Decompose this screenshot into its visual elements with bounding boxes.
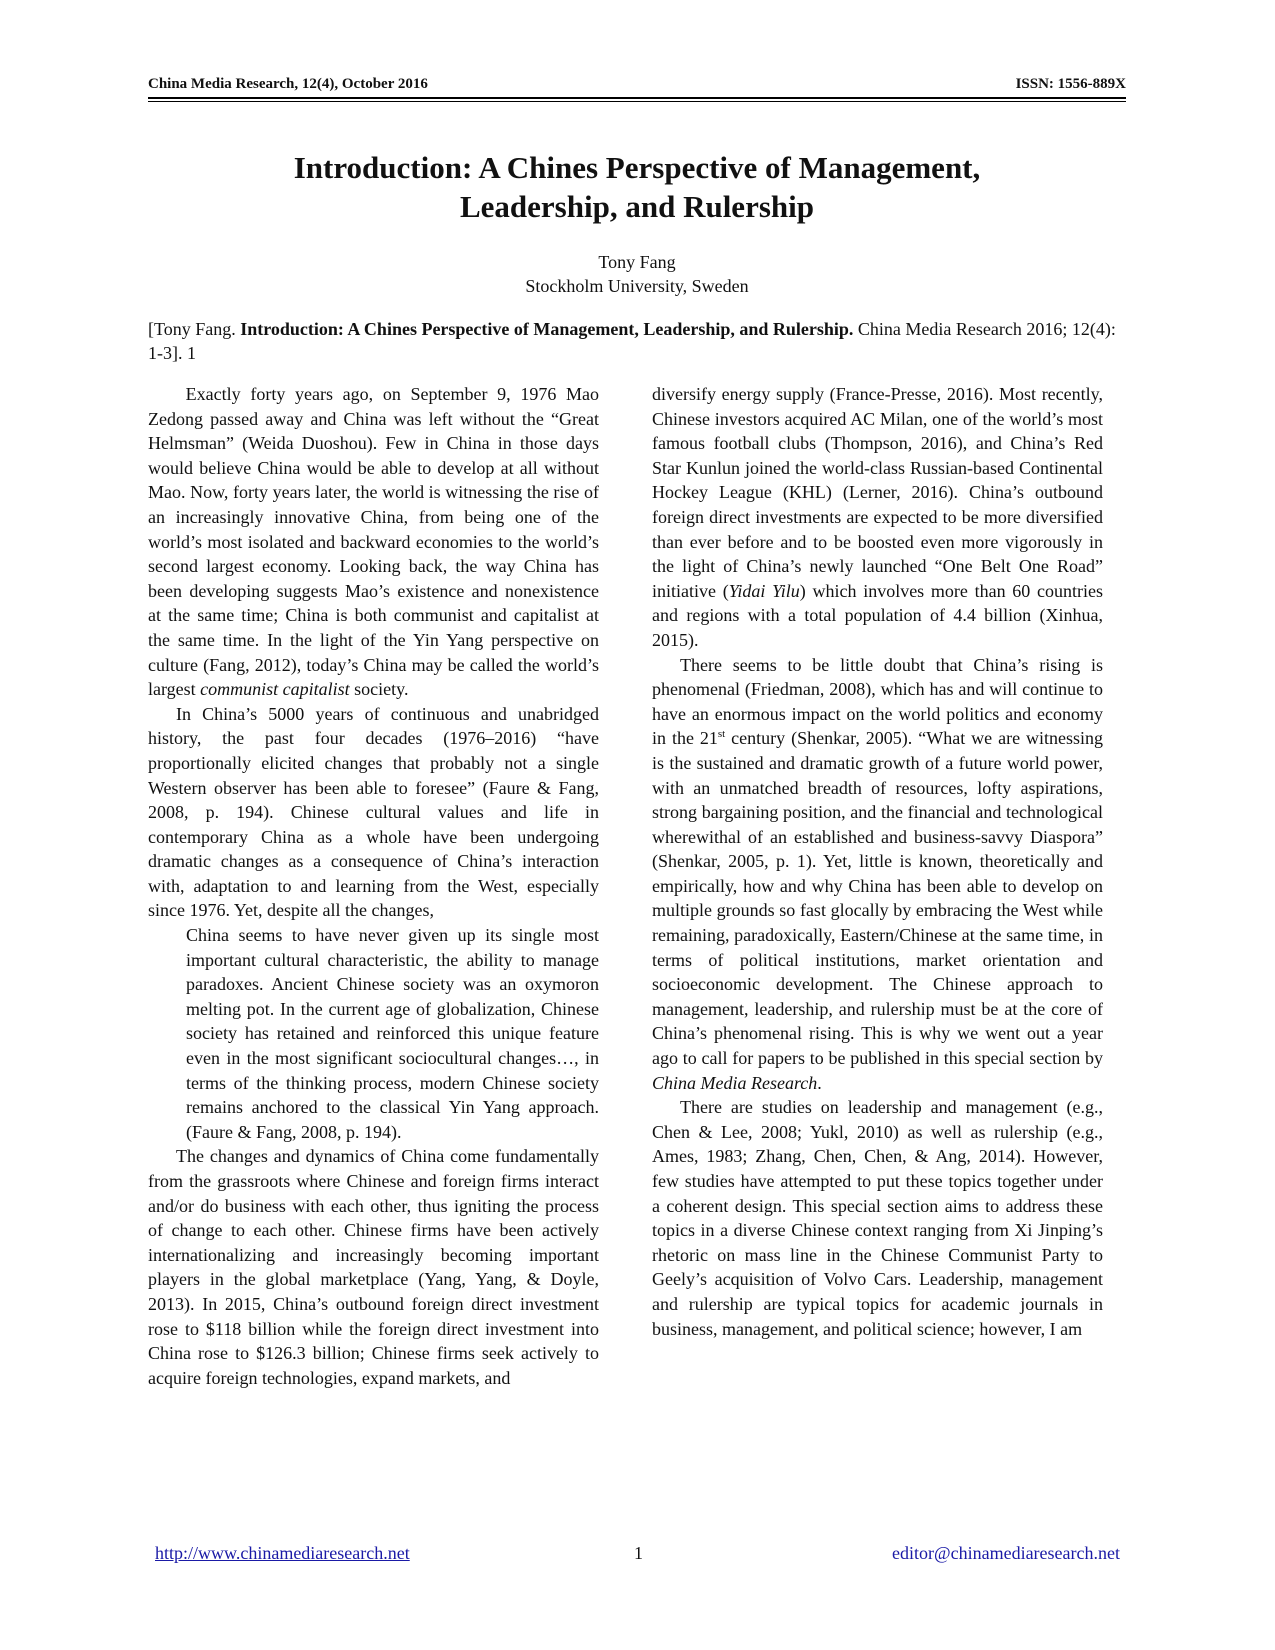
website-link[interactable]: http://www.chinamediaresearch.net [155, 1543, 410, 1563]
running-header [148, 73, 1126, 99]
right-column [652, 382, 1103, 1341]
author-block [148, 250, 1126, 298]
body-paragraph: There are studies on leadership and management (e.g., Chen & Lee, 2008; Yukl, 2010) as well as rulership (e.g., Ames, 1983; Zhang, Chen, Chen, & Ang, 2014). However, few studies have attempted to put these topics together under a coherent design. This special section aims to address these topics in a diverse Chinese context ranging from Xi Jinping’s rhetoric on mass line in the Chinese Communist Party to Geely’s acquisition of Volvo Cars. Leadership, management and rulership are typical topics for academic journals in business, management, and political science; however, I am [652, 1097, 1103, 1339]
left-column [148, 382, 599, 1390]
body-paragraph: diversify energy supply (France-Presse, 2016). Most recently, Chinese investors acquired AC Milan, one of the world’s most famous football clubs (Thompson, 2016), and China’s Red Star Kunlun joined the world-class Russian-based Continental Hockey League (KHL) (Lerner, 2016). China’s outbound foreign direct investments are expected to be more diversified than ever before and to be boosted even more vigorously in the light of China’s newly launched “One Belt One Road” initiative (Yidai Yilu) which involves more than 60 countries and regions with a total population of 4.4 billion (Xinhua, 2015). [652, 384, 1104, 650]
citation-prefix: [Tony Fang. [148, 319, 241, 339]
body-paragraph: The changes and dynamics of China come fundamentally from the grassroots where Chinese and foreign firms interact and/or do business with each other, thus igniting the process of change to each other. Chinese firms have been actively internationalizing and increasingly becoming important players in the global marketplace (Yang, Yang, & Doyle, 2013). In 2015, China’s outbound foreign direct investment rose to $118 billion while the foreign direct investment into China rose to $126.3 billion; Chinese firms seek actively to acquire foreign technologies, expand markets, and [148, 1146, 599, 1388]
footer [155, 1543, 1120, 1569]
page-number: 1 [634, 1543, 643, 1563]
body-paragraph: In China’s 5000 years of continuous and unabridged history, the past four decades (1976–2016) “have proportionally elicited changes that probably not a single Western observer has been able to foresee” (Faure & Fang, 2008, p. 194). Chinese cultural values and life in contemporary China as a whole have been undergoing dramatic changes as a consequence of China’s interaction with, adaptation to and learning from the West, especially since 1976. Yet, despite all the changes, [148, 703, 599, 921]
issn: ISSN: 1556-889X [1015, 76, 1126, 92]
body-paragraph: Exactly forty years ago, on September 9, 1976 Mao Zedong passed away and China was left without the “Great Helmsman” (Weida Duoshou). Few in China in those days would believe China would be able to develop at all without Mao. Now, forty years later, the world is witnessing the rise of an increasingly innovative China, from being one of the world’s most isolated and backward economies to the world’s second largest economy. Looking back, the way China has been developing suggests Mao’s existence and nonexistence at the same time; China is both communist and capitalist at the same time. In the light of the Yin Yang perspective on culture (Fang, 2012), today’s China may be called the world’s largest communist capitalist society. [148, 384, 599, 700]
article-title [148, 148, 1126, 226]
body-paragraph: There seems to be little doubt that China’s rising is phenomenal (Friedman, 2008), which has and will continue to have an enormous impact on the world politics and economy in the 21st century (Shenkar, 2005). “What we are witnessing is the sustained and dramatic growth of a future world power, with an unmatched breadth of resources, lofty aspirations, strong bargaining position, and the financial and technological wherewithal of an established and business-savvy Diaspora” (Shenkar, 2005, p. 1). Yet, little is known, theoretically and empirically, how and why China has been able to develop on multiple grounds so fast glocally by embracing the West while remaining, paradoxically, Eastern/Chinese at the same time, in terms of political institutions, market orientation and socioeconomic development. The Chinese approach to management, leadership, and rulership must be at the core of China’s phenomenal rising. This is why we went out a year ago to call for papers to be published in this special section by China Media Research. [652, 654, 1104, 1093]
header-double-rule [148, 97, 1126, 102]
author-affiliation: Stockholm University, Sweden [525, 276, 749, 296]
journal-issue: China Media Research, 12(4), October 2016 [148, 76, 428, 92]
article-title-line-2: Leadership, and Rulership [459, 189, 814, 224]
author-name: Tony Fang [598, 252, 676, 272]
block-quote: China seems to have never given up its single most important cultural characteristic, the ability to manage paradoxes. Ancient Chinese society was an oxymoron melting pot. In the current age of globalization, Chinese society has retained and reinforced this unique feature even in the most significant sociocultural changes…, in terms of the thinking process, modern Chinese society remains anchored to the classical Yin Yang approach. (Faure & Fang, 2008, p. 194). [186, 925, 599, 1142]
citation-suffix: China Media Research 2016; 12(4): 1-3]. 1 [148, 319, 1116, 363]
citation [148, 317, 1126, 365]
citation-title: Introduction: A Chines Perspective of Management, Leadership, and Rulership. [240, 319, 854, 339]
article-title-line-1: Introduction: A Chines Perspective of Management, [293, 150, 981, 185]
email-link[interactable]: editor@chinamediaresearch.net [892, 1543, 1120, 1563]
